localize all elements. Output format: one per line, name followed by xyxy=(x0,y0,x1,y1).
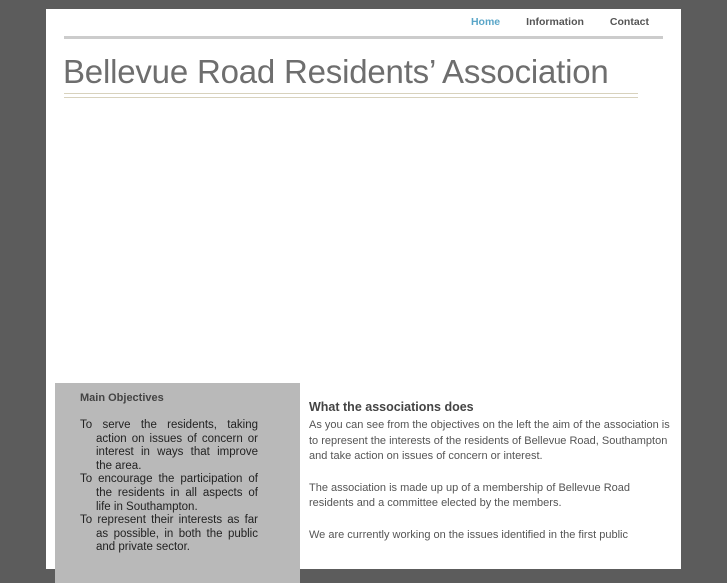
objective-item: To encourage the participation of the residents in all aspects of life in Southampton. xyxy=(80,473,258,513)
paragraph: The association is made up up of a membership of Bellevue Road residents and a committee elected by the members. xyxy=(309,481,631,509)
main-content xyxy=(309,400,675,559)
title-underline xyxy=(64,97,638,98)
page-title: Bellevue Road Residents’ Association xyxy=(63,53,609,90)
sidebar-heading: Main Objectives xyxy=(80,392,164,404)
nav-contact[interactable]: Contact xyxy=(609,16,649,28)
title-underline xyxy=(64,93,638,94)
paragraph: As you can see from the objectives on the left the aim of the association is to represent the interests of the residents of Bellevue Road, Southampton and take action on issues of concern or interest. xyxy=(309,419,670,462)
section-heading: What the associations does xyxy=(309,400,474,414)
nav-information[interactable]: Information xyxy=(526,16,584,28)
nav-home[interactable]: Home xyxy=(470,16,501,28)
page xyxy=(46,9,681,569)
objectives-sidebar xyxy=(55,383,300,583)
objectives-list xyxy=(80,419,258,555)
top-nav xyxy=(445,16,649,28)
paragraph: We are currently working on the issues identified in the first public xyxy=(309,528,628,541)
objective-item: To serve the residents, taking action on issues of concern or interest in ways that improve the area. xyxy=(80,419,258,472)
objective-item: To represent their interests as far as possible, in both the public and private sector. xyxy=(80,514,258,554)
nav-divider xyxy=(64,36,663,39)
